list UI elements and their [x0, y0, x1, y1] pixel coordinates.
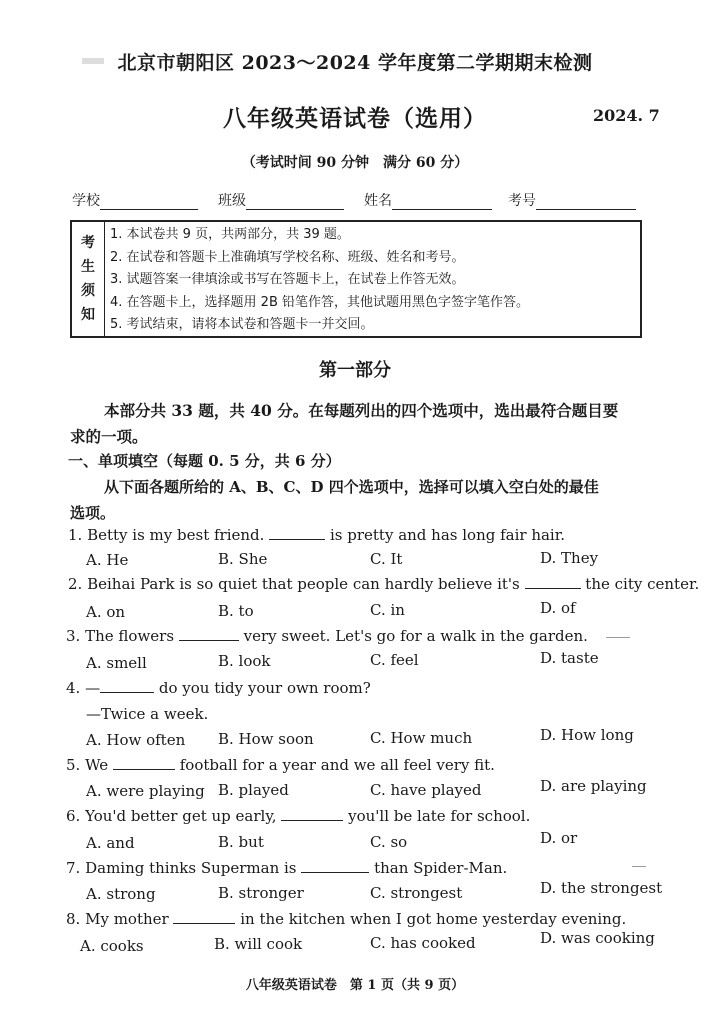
option[interactable]: A. strong [86, 885, 156, 903]
option[interactable]: C. It [370, 550, 403, 568]
question-6: 6. You'd better get up early, you'll be late for school. [66, 807, 531, 825]
page-footer: 八年级英语试卷 第 1 页（共 9 页） [245, 978, 465, 993]
option[interactable]: A. He [86, 551, 129, 569]
option[interactable]: C. strongest [370, 884, 463, 902]
notice-item: 5. 考试结束，请将本试卷和答题卡一并交回。 [110, 317, 374, 332]
option[interactable]: A. smell [86, 654, 147, 672]
option[interactable]: B. to [218, 602, 254, 620]
option[interactable]: D. the strongest [540, 879, 663, 897]
question-8: 8. My mother in the kitchen when I got home yesterday evening. [66, 910, 627, 928]
option[interactable]: C. How much [370, 729, 473, 747]
option[interactable]: D. or [540, 829, 578, 847]
option[interactable]: C. in [370, 601, 405, 619]
option[interactable]: B. stronger [218, 884, 304, 902]
option[interactable]: D. of [540, 599, 576, 617]
option[interactable]: B. played [218, 781, 289, 799]
option[interactable]: A. cooks [80, 937, 144, 955]
option[interactable]: B. look [218, 652, 271, 670]
option[interactable]: D. was cooking [540, 929, 655, 947]
answer-blank[interactable] [269, 526, 325, 540]
school-label: 学校 [72, 193, 100, 209]
exam-no-label: 考号 [508, 193, 536, 209]
question-5: 5. We football for a year and we all feel very fit. [66, 756, 495, 774]
question-7: 7. Daming thinks Superman is than Spider-Man. [66, 859, 508, 877]
question-1: 1. Betty is my best friend. is pretty and has long fair hair. [68, 526, 566, 544]
class-label: 班级 [218, 193, 246, 209]
section-title: 一、单项填空（每题 0. 5 分，共 6 分） [68, 452, 341, 470]
option[interactable]: D. taste [540, 649, 599, 667]
option[interactable]: D. are playing [540, 777, 647, 795]
question-2: 2. Beihai Park is so quiet that people can hardly believe it's the city center. [68, 575, 700, 593]
name-field[interactable] [364, 190, 492, 210]
option[interactable]: C. feel [370, 651, 419, 669]
answer-blank[interactable] [173, 910, 235, 924]
option[interactable]: A. How often [86, 731, 186, 749]
answer-blank[interactable] [281, 807, 343, 821]
notice-item: 4. 在答题卡上，选择题用 2B 铅笔作答，其他试题用黑色字签字笔作答。 [110, 294, 529, 310]
notice-list [110, 224, 529, 337]
answer-blank[interactable] [100, 679, 154, 693]
school-field[interactable] [72, 190, 198, 210]
option[interactable]: D. How long [540, 726, 634, 744]
document-header-title: 北京市朝阳区 2023～2024 学年度第二学期期末检测 [117, 52, 593, 74]
notice-box [70, 220, 642, 338]
answer-blank[interactable] [179, 627, 239, 641]
notice-item: 3. 试题答案一律填涂或书写在答题卡上，在试卷上作答无效。 [110, 272, 465, 287]
exam-meta: （考试时间 90 分钟 满分 60 分） [241, 155, 469, 171]
option[interactable]: A. on [86, 603, 126, 621]
class-field[interactable] [218, 190, 344, 210]
notice-item: 1. 本试卷共 9 页，共两部分，共 39 题。 [110, 227, 350, 242]
option[interactable]: A. and [86, 834, 135, 852]
answer-blank[interactable] [525, 575, 581, 589]
question-3: 3. The flowers very sweet. Let's go for a walk in the garden. [66, 627, 588, 645]
question-4: 4. — do you tidy your own room? [66, 679, 371, 697]
part-intro-line2: 求的一项。 [70, 427, 148, 446]
instruction-line1: 从下面各题所给的 A、B、C、D 四个选项中，选择可以填入空白处的最佳 [104, 478, 599, 496]
option[interactable]: A. were playing [86, 782, 205, 800]
exam-no-field[interactable] [508, 190, 636, 210]
option[interactable]: C. has cooked [370, 934, 476, 952]
option[interactable]: B. How soon [218, 730, 314, 748]
notice-item: 2. 在试卷和答题卡上准确填写学校名称、班级、姓名和考号。 [110, 249, 465, 265]
option[interactable]: B. but [218, 833, 264, 851]
question-4-reply: —Twice a week. [86, 705, 209, 723]
option[interactable]: B. will cook [214, 935, 303, 953]
option[interactable]: B. She [218, 550, 268, 568]
name-label: 姓名 [364, 193, 392, 209]
answer-blank[interactable] [301, 859, 369, 873]
scan-mark [606, 637, 630, 638]
answer-blank[interactable] [113, 756, 175, 770]
exam-date: 2024. 7 [593, 106, 660, 125]
option[interactable]: C. so [370, 833, 408, 851]
instruction-line2: 选项。 [70, 504, 116, 522]
part-intro-line1: 本部分共 33 题，共 40 分。在每题列出的四个选项中，选出最符合题目要 [104, 401, 619, 420]
exam-title: 八年级英语试卷（选用） [223, 105, 487, 132]
option[interactable]: C. have played [370, 781, 482, 799]
school-line [100, 195, 198, 210]
option[interactable]: D. They [540, 549, 599, 567]
scan-mark [632, 866, 646, 867]
exam-no-line [536, 195, 636, 210]
notice-label: 考 生 须 知 [72, 222, 105, 336]
part-title: 第一部分 [319, 360, 391, 381]
class-line [246, 195, 344, 210]
name-line [392, 195, 492, 210]
